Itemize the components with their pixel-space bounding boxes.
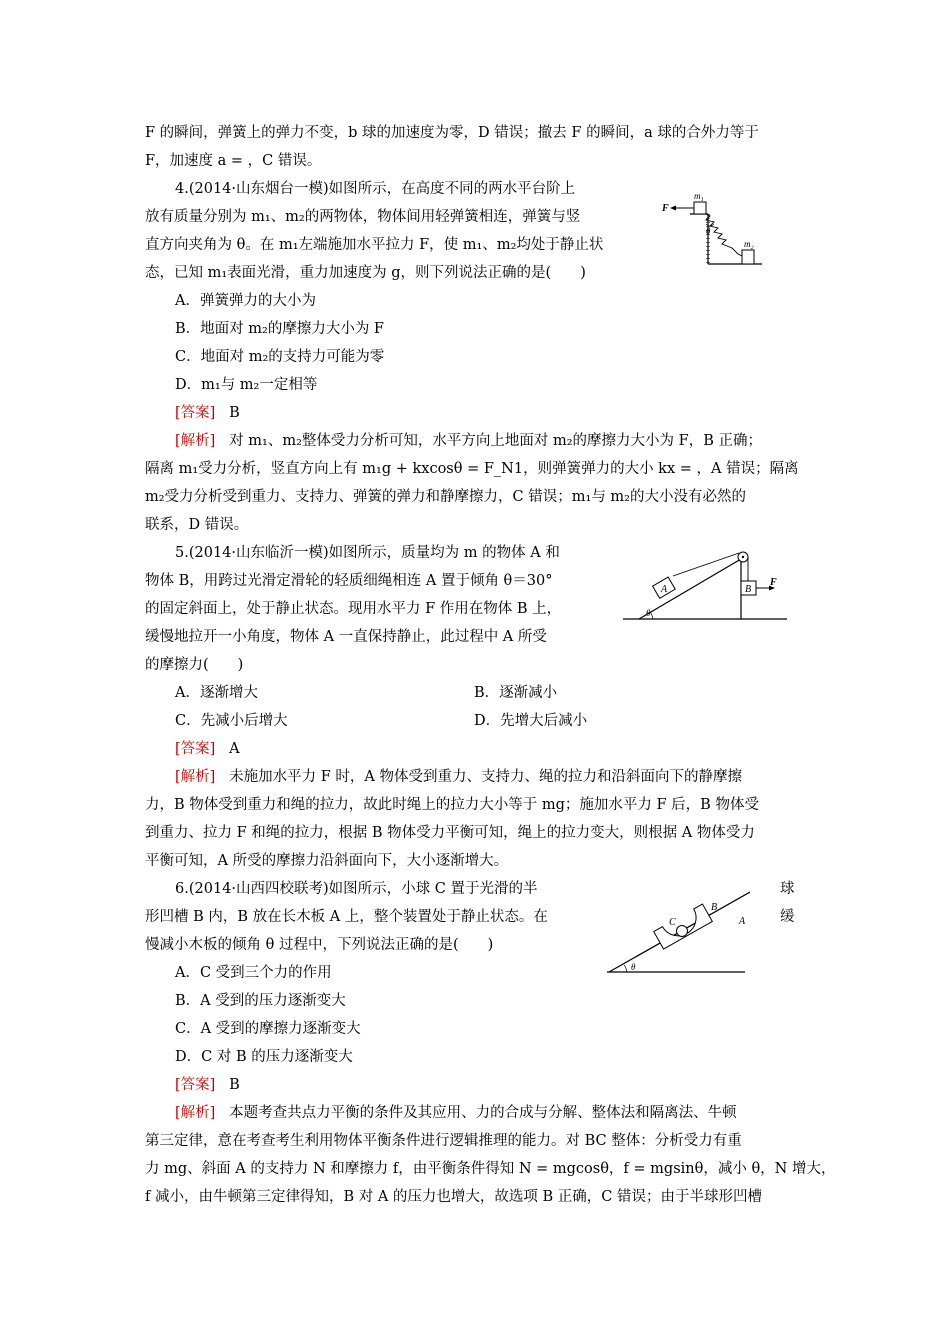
answer-line [175, 739, 240, 759]
pulley-incline-figure [615, 545, 795, 625]
question-5-stem: 5.(2014·山东临沂一模)如图所示，质量均为 m 的物体 A 和 [175, 545, 560, 561]
analysis-line [175, 1103, 737, 1123]
answer-value: B [229, 405, 240, 421]
groove-incline-figure [605, 880, 750, 978]
analysis-text: 力，B 物体受到重力和绳的拉力，故此时绳上的拉力大小等于 mg；施加水平力 F 后，B 物体受 [145, 797, 759, 813]
answer-tag: [答案] [175, 741, 216, 757]
option-c: C．先减小后增大 [175, 713, 288, 729]
question-6-stem: 慢减小木板的倾角 θ 过程中，下列说法正确的是( ) [145, 937, 494, 953]
question-5-stem: 物体 B，用跨过光滑定滑轮的轻质细绳相连 A 置于倾角 θ＝30° [145, 573, 553, 589]
option-b: B．地面对 m₂的摩擦力大小为 F [175, 321, 384, 337]
question-5-stem: 的摩擦力( ) [145, 657, 244, 673]
analysis-tag: [解析] [175, 769, 216, 785]
option-d: D．C 对 B 的压力逐渐变大 [175, 1049, 353, 1065]
answer-line [175, 403, 240, 423]
answer-line [175, 1075, 240, 1095]
question-5-stem: 的固定斜面上，处于静止状态。现用水平力 F 作用在物体 B 上， [145, 601, 562, 617]
question-4-stem: 4.(2014·山东烟台一模)如图所示，在高度不同的两水平台阶上 [175, 181, 576, 197]
clipped-text: 球 [780, 881, 795, 897]
question-4-stem: 直方向夹角为 θ。在 m₁左端施加水平拉力 F，使 m₁、m₂均处于静止状 [145, 237, 604, 253]
option-b: B．A 受到的压力逐渐变大 [175, 993, 346, 1009]
analysis-text: 力 mg、斜面 A 的支持力 N 和摩擦力 f，由平衡条件得知 N = mgcosθ，f = mgsinθ，减小 θ，N 增大， [145, 1161, 836, 1177]
answer-tag: [答案] [175, 1077, 216, 1093]
answer-tag: [答案] [175, 405, 216, 421]
analysis-text: 平衡可知，A 所受的摩擦力沿斜面向下，大小逐渐增大。 [145, 853, 509, 869]
option-c: C．A 受到的摩擦力逐渐变大 [175, 1021, 361, 1037]
analysis-text: 联系，D 错误。 [145, 517, 249, 533]
fig-label-theta: θ [706, 226, 711, 236]
fig-label-c: C [669, 917, 676, 928]
fig-label-a: A [661, 584, 668, 595]
question-5-stem: 缓慢地拉开一小角度，物体 A 一直保持静止，此过程中 A 所受 [145, 629, 547, 645]
analysis-text: 隔离 m₁受力分析，竖直方向上有 m₁g + kxcosθ = F_N1，则弹簧弹力的大小 kx = ，A 错误；隔离 [145, 461, 799, 477]
analysis-line [175, 431, 762, 451]
answer-value: A [229, 741, 240, 757]
fig-label-b: B [711, 902, 718, 913]
analysis-tag: [解析] [175, 433, 216, 449]
text-line: F 的瞬间，弹簧上的弹力不变，b 球的加速度为零，D 错误；撤去 F 的瞬间，a 球的合外力等于 [145, 125, 759, 141]
option-d: D．先增大后减小 [474, 713, 588, 729]
text-line: F，加速度 a = ，C 错误。 [145, 153, 322, 169]
fig-label-m1: m₁ [694, 191, 704, 201]
fig-label-f: F [662, 203, 669, 214]
fig-label-b: B [745, 584, 752, 595]
question-4-stem: 态，已知 m₁表面光滑，重力加速度为 g，则下列说法正确的是( ) [145, 265, 586, 281]
fig-label-m2: m₂ [744, 239, 754, 249]
analysis-text: 到重力、拉力 F 和绳的拉力，根据 B 物体受力平衡可知，绳上的拉力变大，则根据 A 物体受力 [145, 825, 755, 841]
option-b: B．逐渐减小 [474, 685, 558, 701]
fig-label-f: F [770, 577, 777, 588]
analysis-text: f 减小，由牛顿第三定律得知，B 对 A 的压力也增大，故选项 B 正确，C 错误；由于半球形凹槽 [145, 1189, 763, 1205]
analysis-tag: [解析] [175, 1105, 216, 1121]
option-d: D．m₁与 m₂一定相等 [175, 377, 318, 393]
question-4-stem: 放有质量分别为 m₁、m₂的两物体，物体间用轻弹簧相连，弹簧与竖 [145, 209, 581, 225]
option-a: A．C 受到三个力的作用 [175, 965, 332, 981]
option-a: A．弹簧弹力的大小为 [175, 293, 316, 309]
analysis-text: 对 m₁、m₂整体受力分析可知，水平方向上地面对 m₂的摩擦力大小为 F，B 正确； [229, 433, 762, 449]
option-c: C．地面对 m₂的支持力可能为零 [175, 349, 385, 365]
spring-steps-figure [650, 188, 775, 270]
option-a: A．逐渐增大 [175, 685, 258, 701]
answer-value: B [229, 1077, 240, 1093]
analysis-text: m₂受力分析受到重力、支持力、弹簧的弹力和静摩擦力，C 错误；m₁与 m₂的大小没有必然的 [145, 489, 746, 505]
question-6-stem: 形凹槽 B 内，B 放在长木板 A 上，整个装置处于静止状态。在 [145, 909, 548, 925]
analysis-text: 未施加水平力 F 时，A 物体受到重力、支持力、绳的拉力和沿斜面向下的静摩擦 [229, 769, 743, 785]
analysis-text: 第三定律，意在考查考生利用物体平衡条件进行逻辑推理的能力。对 BC 整体：分析受力有重 [145, 1133, 742, 1149]
question-6-stem: 6.(2014·山西四校联考)如图所示，小球 C 置于光滑的半 [175, 881, 538, 897]
clipped-text: 缓 [780, 909, 795, 925]
fig-label-theta: θ [631, 962, 636, 972]
fig-label-theta: θ [646, 608, 651, 618]
analysis-text: 本题考查共点力平衡的条件及其应用、力的合成与分解、整体法和隔离法、牛顿 [229, 1105, 737, 1121]
analysis-line [175, 767, 742, 787]
fig-label-a: A [739, 916, 746, 927]
